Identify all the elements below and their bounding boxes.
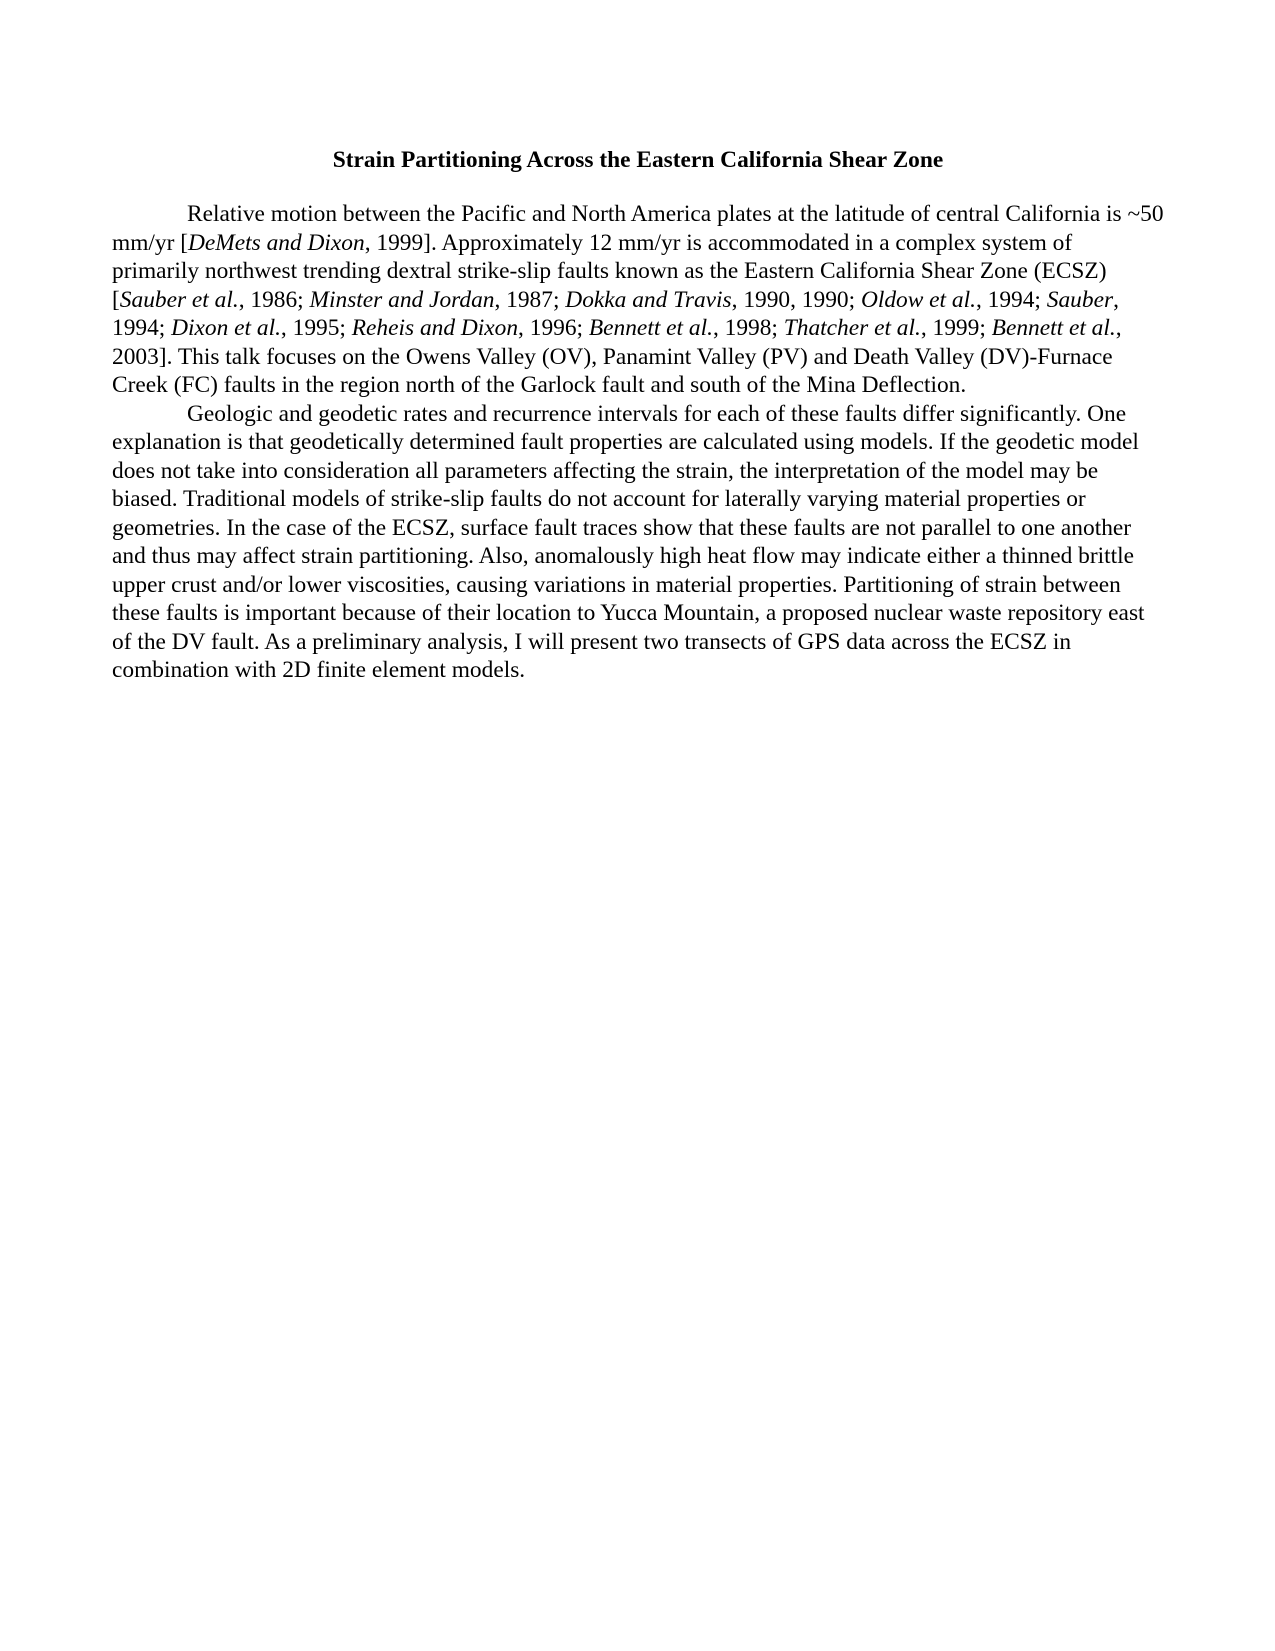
paragraph-2 xyxy=(112,400,1164,685)
paragraph-text: Relative motion between the Pacific and North America plates at the latitude of central California is ~50 mm/yr [ xyxy=(112,201,1164,256)
citation-author: Reheis and Dixon xyxy=(351,315,519,341)
citation-author: Dixon et al. xyxy=(171,315,281,341)
paragraph-text: , 1996; xyxy=(518,315,589,341)
paragraph-text: , 1999; xyxy=(920,315,992,341)
paragraph-text: , 1995; xyxy=(280,315,352,341)
paragraph-text: Geologic and geodetic rates and recurrence intervals for each of these faults differ significantly. One explanation is that geodetically determined fault properties are calculated using models. If the geodetic model does not take into consideration all parameters affecting the strain, the interpretation of the model may be biased. Traditional models of strike-slip faults do not account for laterally varying material properties or geometries. In the case of the ECSZ, surface fault traces show that these faults are not parallel to one another and thus may affect strain partitioning. Also, anomalously high heat flow may indicate either a thinned brittle upper crust and/or lower viscosities, causing variations in material properties. Partitioning of strain between these faults is important because of their location to Yucca Mountain, a proposed nuclear waste repository east of the DV fault. As a preliminary analysis, I will present two transects of GPS data across the ECSZ in combination with 2D finite element models. xyxy=(112,400,1145,683)
citation-author: Oldow et al. xyxy=(860,286,976,313)
paragraph-text: , 1998; xyxy=(712,315,784,341)
citation-author: Bennett et al. xyxy=(991,315,1116,341)
paragraph-text: , 1999]. Approximately 12 mm/yr is accommodated in a complex system of primarily northwest trending dextral strike-slip faults known as the Eastern California Shear Zone (ECSZ) [ xyxy=(112,229,1107,313)
citation-author: Thatcher et al. xyxy=(783,315,921,341)
paragraph-1 xyxy=(112,200,1164,400)
citation-author: Dokka and Travis xyxy=(565,286,732,313)
document-body xyxy=(112,146,1164,685)
citation-author: Sauber xyxy=(1046,286,1114,313)
paragraph-text: , 1994; xyxy=(112,286,1119,341)
citation-author: Bennett et al. xyxy=(588,315,713,341)
paragraph-text: , 1994; xyxy=(975,286,1047,313)
document-title: Strain Partitioning Across the Eastern California Shear Zone xyxy=(332,147,944,173)
paragraph-text: , 1987; xyxy=(494,286,566,313)
citation-author: DeMets and Dixon xyxy=(188,229,365,256)
paragraph-text: , 1990, 1990; xyxy=(731,286,861,313)
citation-author: Minster and Jordan xyxy=(309,286,495,313)
paragraph-text: , 1986; xyxy=(238,286,310,313)
paragraph-text: , 2003]. This talk focuses on the Owens Valley (OV), Panamint Valley (PV) and Death Valley (DV)-Furnace Creek (FC) faults in the region north of the Garlock fault and south of the Mina Deflection. xyxy=(112,315,1122,398)
citation-author: Sauber et al. xyxy=(119,286,239,313)
